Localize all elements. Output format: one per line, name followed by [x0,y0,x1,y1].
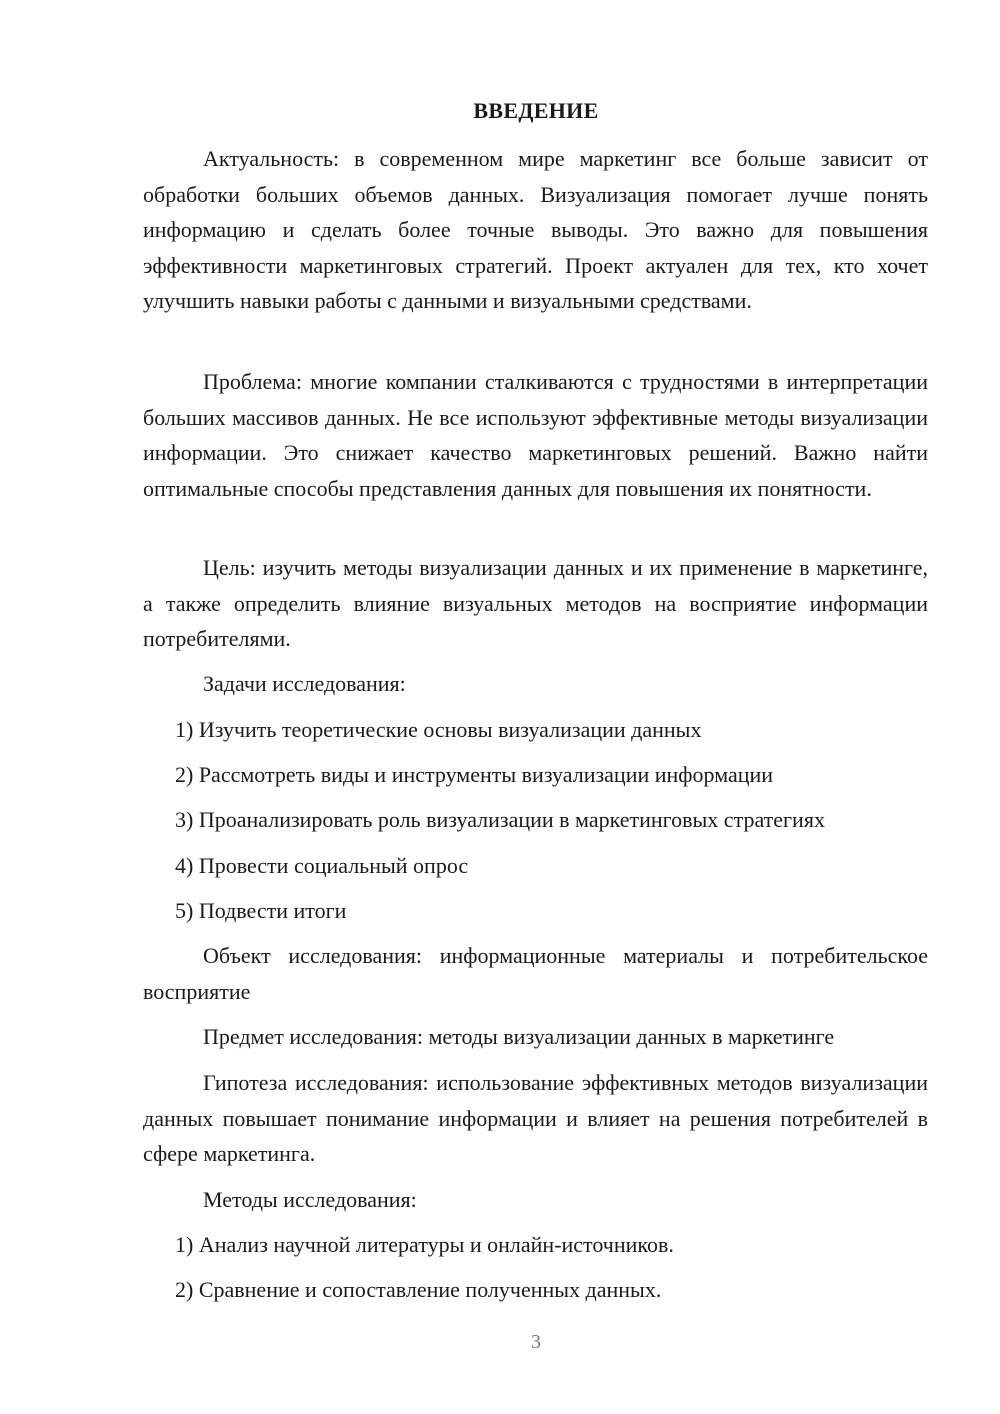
list-item: 2) Рассмотреть виды и инструменты визуализации информации [175,762,774,787]
methods-heading: Методы исследования: [203,1187,417,1212]
paragraph-problem: Проблема: многие компании сталкиваются с трудностями в интерпретации больших массивов данных. Не все используют эффективные методы визуализации информации. Это снижает качество маркетинговых решений. Важно найти оптимальные способы представления данных для повышения их понятности. [143,369,928,501]
list-item: 5) Подвести итоги [175,898,347,923]
tasks-heading: Задачи исследования: [203,671,406,696]
list-item: 1) Анализ научной литературы и онлайн-источников. [175,1232,674,1257]
list-item: 3) Проанализировать роль визуализации в маркетинговых стратегиях [175,807,825,832]
paragraph-object: Объект исследования: информационные материалы и потребительское восприятие [143,943,928,1004]
list-item: 1) Изучить теоретические основы визуализации данных [175,717,702,742]
list-item: 2) Сравнение и сопоставление полученных данных. [175,1277,662,1302]
paragraph-goal: Цель: изучить методы визуализации данных и их применение в маркетинге, а также определить влияние визуальных методов на восприятие информации потребителями. [143,555,928,651]
paragraph-relevance: Актуальность: в современном мире маркетинг все больше зависит от обработки больших объемов данных. Визуализация помогает лучше понять информацию и сделать более точные выводы. Это важно для повышения эффективности маркетинговых стратегий. Проект актуален для тех, кто хочет улучшить навыки работы с данными и визуальными средствами. [143,146,928,313]
paragraph-subject: Предмет исследования: методы визуализации данных в маркетинге [203,1024,835,1049]
paragraph-hypothesis: Гипотеза исследования: использование эффективных методов визуализации данных повышает понимание информации и влияет на решения потребителей в сфере маркетинга. [143,1070,928,1166]
section-title: ВВЕДЕНИЕ [473,98,599,123]
list-item: 4) Провести социальный опрос [175,853,469,878]
page-number: 3 [531,1331,541,1353]
